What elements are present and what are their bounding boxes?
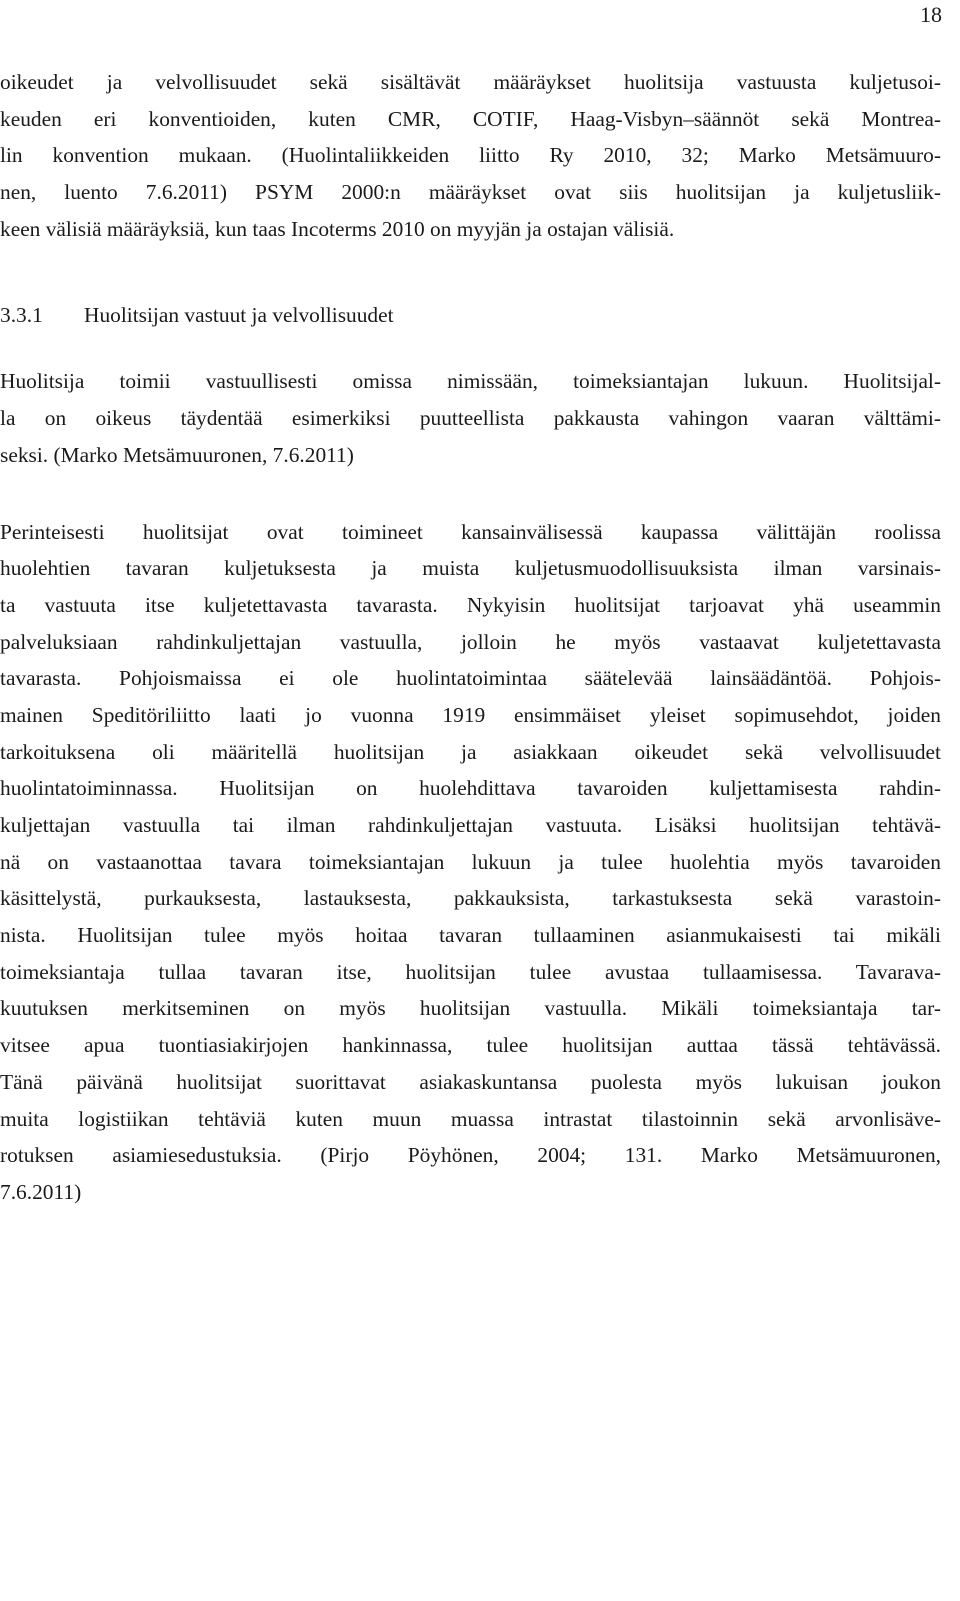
text-line: nen, luento 7.6.2011) PSYM 2000:n määräykset ovat siis huolitsijan ja kuljetusliik- (0, 180, 941, 205)
text-line: nista. Huolitsijan tulee myös hoitaa tavaran tullaaminen asianmukaisesti tai mikäli (0, 923, 941, 948)
text-line: 7.6.2011) (0, 1179, 82, 1204)
text-line: toimeksiantaja tullaa tavaran itse, huolitsijan tulee avustaa tullaamisessa. Tavarava- (0, 959, 941, 984)
text-line: muita logistiikan tehtäviä kuten muun muassa intrastat tilastoinnin sekä arvonlisäve- (0, 1106, 941, 1131)
document-body (0, 64, 941, 1211)
text-line: Tänä päivänä huolitsijat suorittavat asiakaskuntansa puolesta myös lukuisan joukon (0, 1069, 941, 1094)
text-line: huolintatoiminnassa. Huolitsijan on huolehdittava tavaroiden kuljettamisesta rahdin- (0, 776, 941, 801)
section-heading (0, 297, 941, 333)
text-line: lin konvention mukaan. (Huolintaliikkeiden liitto Ry 2010, 32; Marko Metsämuuro- (0, 143, 941, 168)
paragraph-traditional (0, 514, 941, 1211)
text-line: ta vastuuta itse kuljetettavasta tavarasta. Nykyisin huolitsijat tarjoavat yhä useammin (0, 592, 941, 617)
text-line: seksi. (Marko Metsämuuronen, 7.6.2011) (0, 442, 354, 467)
section-number: 3.3.1 (0, 303, 43, 328)
text-line: tarkoituksena oli määritellä huolitsijan ja asiakkaan oikeudet sekä velvollisuudet (0, 739, 941, 764)
section-title: Huolitsijan vastuut ja velvollisuudet (84, 303, 394, 328)
text-line: vitsee apua tuontiasiakirjojen hankinnassa, tulee huolitsijan auttaa tässä tehtävässä. (0, 1033, 941, 1058)
page-number: 18 (920, 2, 942, 27)
text-line: Perinteisesti huolitsijat ovat toimineet kansainvälisessä kaupassa välittäjän roolissa (0, 519, 941, 544)
text-line: kuutuksen merkitseminen on myös huolitsijan vastuulla. Mikäli toimeksiantaja tar- (0, 996, 941, 1021)
text-line: rotuksen asiamiesedustuksia. (Pirjo Pöyhönen, 2004; 131. Marko Metsämuuronen, (0, 1143, 941, 1168)
text-line: tavarasta. Pohjoismaissa ei ole huolintatoimintaa säätelevää lainsäädäntöä. Pohjois- (0, 666, 941, 691)
text-line: oikeudet ja velvollisuudet sekä sisältävät määräykset huolitsija vastuusta kuljetusoi- (0, 70, 941, 94)
text-line: keen välisiä määräyksiä, kun taas Incoterms 2010 on myyjän ja ostajan välisiä. (0, 216, 675, 241)
text-line: nä on vastaanottaa tavara toimeksiantajan lukuun ja tulee huolehtia myös tavaroiden (0, 849, 941, 874)
text-line: käsittelystä, purkauksesta, lastauksesta, pakkauksista, tarkastuksesta sekä varastoin- (0, 886, 941, 911)
text-line: keuden eri konventioiden, kuten CMR, COTIF, Haag-Visbyn–säännöt sekä Montrea- (0, 106, 941, 131)
text-line: kuljettajan vastuulla tai ilman rahdinkuljettajan vastuuta. Lisäksi huolitsijan tehtävä- (0, 813, 941, 837)
text-line: la on oikeus täydentää esimerkiksi puutteellista pakkausta vahingon vaaran välttämi- (0, 406, 941, 431)
text-line: mainen Speditöriliitto laati jo vuonna 1919 ensimmäiset yleiset sopimusehdot, joiden (0, 702, 941, 727)
paragraph-duties (0, 363, 941, 473)
paragraph-intro (0, 64, 941, 247)
text-line: Huolitsija toimii vastuullisesti omissa nimissään, toimeksiantajan lukuun. Huolitsijal- (0, 369, 941, 394)
text-line: huolehtien tavaran kuljetuksesta ja muista kuljetusmuodollisuuksista ilman varsinais- (0, 556, 941, 581)
text-line: palveluksiaan rahdinkuljettajan vastuulla, jolloin he myös vastaavat kuljetettavasta (0, 629, 941, 654)
